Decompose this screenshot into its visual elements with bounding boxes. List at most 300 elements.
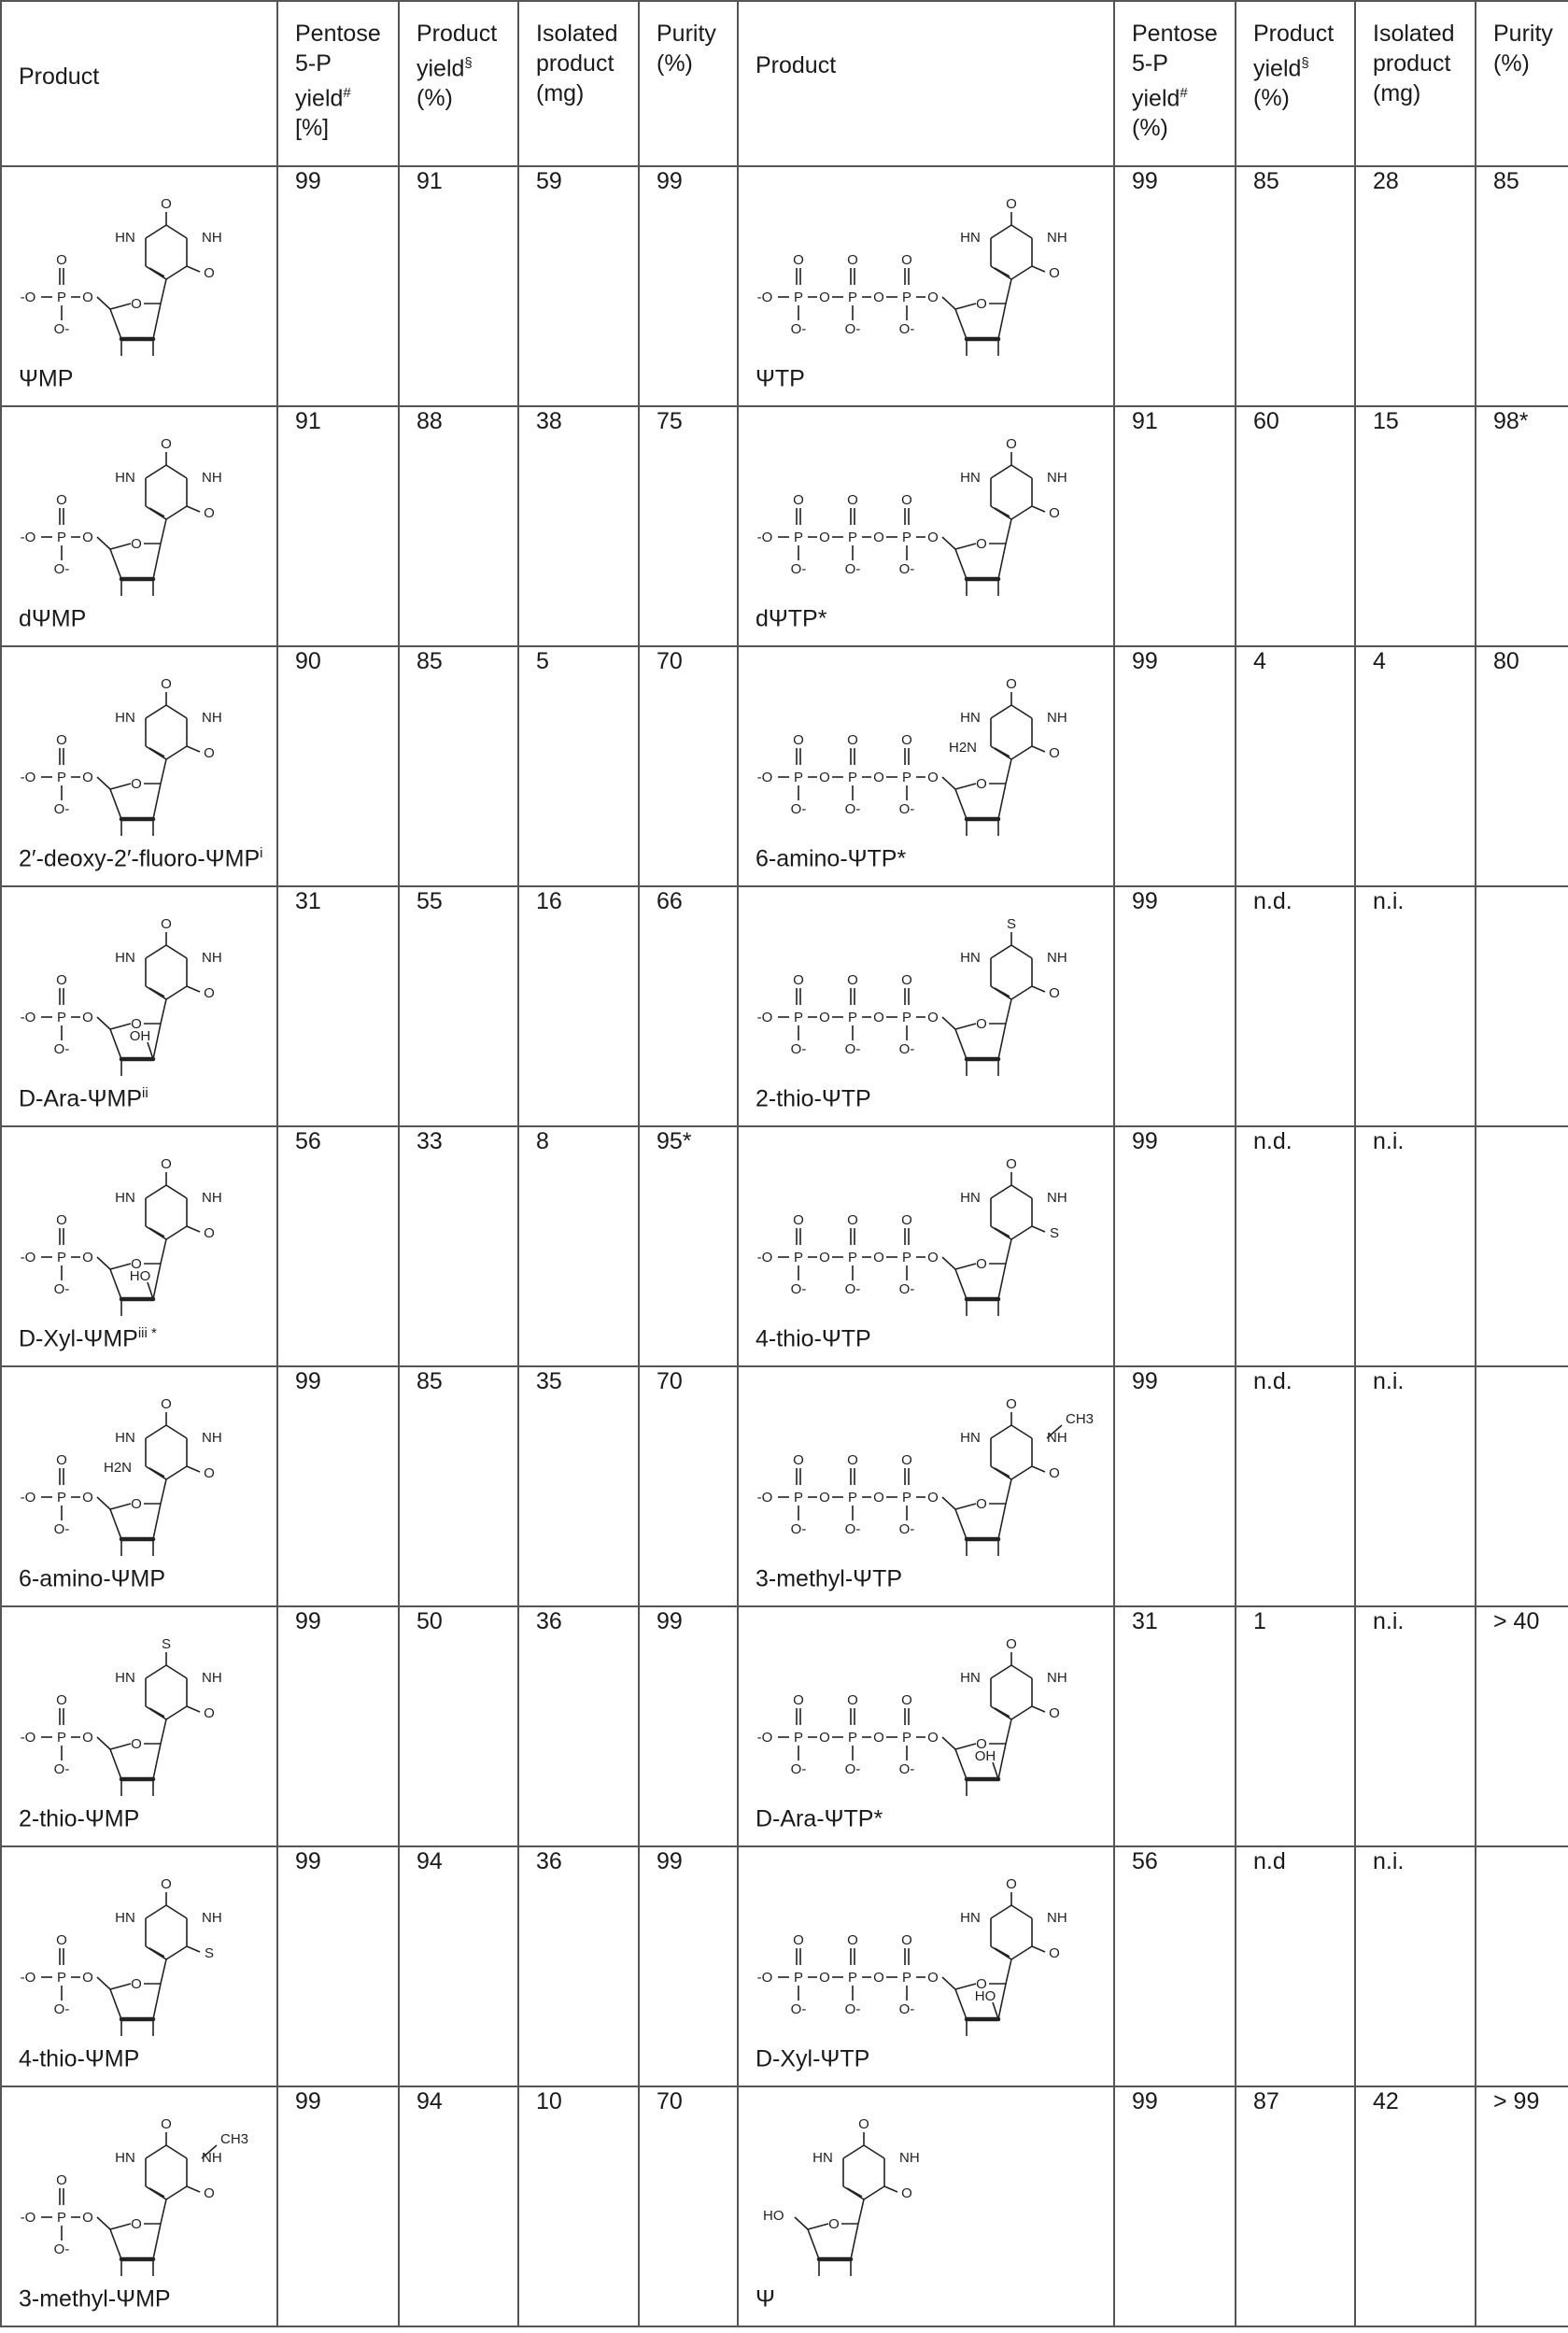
svg-text:O: O xyxy=(131,536,142,552)
svg-text:HN: HN xyxy=(115,230,135,246)
svg-text:-O: -O xyxy=(756,290,773,305)
purity-cell-right: 98* xyxy=(1476,406,1568,646)
purity-cell-right: > 99 xyxy=(1476,2086,1568,2326)
header-isolated-right: Isolated product (mg) xyxy=(1355,1,1476,166)
svg-text:O-: O- xyxy=(898,1521,915,1537)
svg-text:P: P xyxy=(901,1970,912,1986)
svg-text:O: O xyxy=(131,776,142,792)
svg-text:-O: -O xyxy=(20,1010,36,1025)
svg-text:O: O xyxy=(858,2116,869,2132)
header-yield-left: Product yield§ (%) xyxy=(399,1,518,166)
molecule-structure xyxy=(15,660,263,838)
pentose-cell-right: 91 xyxy=(1114,406,1236,646)
yield-cell-left: 85 xyxy=(399,646,518,886)
isolated-cell-right: n.i. xyxy=(1355,1366,1476,1606)
svg-text:O: O xyxy=(793,972,804,988)
svg-text:P: P xyxy=(793,1970,804,1986)
purity-cell-right: > 40 xyxy=(1476,1606,1568,1846)
header-pentose-right: Pentose 5-P yield# (%) xyxy=(1114,1,1236,166)
svg-text:O-: O- xyxy=(844,321,861,337)
svg-text:O-: O- xyxy=(844,1521,861,1537)
structure-cell-right xyxy=(738,646,1114,886)
svg-text:HO: HO xyxy=(974,1988,996,2004)
svg-text:HN: HN xyxy=(115,1190,135,1206)
svg-text:O: O xyxy=(901,732,912,748)
svg-text:O: O xyxy=(82,770,93,785)
svg-text:P: P xyxy=(847,770,858,785)
pentose-cell-right: 99 xyxy=(1114,166,1236,406)
svg-text:O: O xyxy=(1049,1465,1060,1481)
svg-text:O: O xyxy=(847,1452,858,1468)
compound-name: 3-methyl-ΨTP xyxy=(756,1565,903,1591)
isolated-cell-left: 36 xyxy=(518,1606,639,1846)
svg-text:NH: NH xyxy=(899,2150,920,2166)
svg-text:NH: NH xyxy=(1047,1670,1067,1686)
svg-text:O: O xyxy=(819,1730,830,1746)
compound-name: D-Ara-ΨTP* xyxy=(756,1805,883,1831)
svg-text:O: O xyxy=(976,1736,987,1752)
svg-text:P: P xyxy=(847,290,858,305)
svg-text:O: O xyxy=(901,492,912,508)
svg-text:NH: NH xyxy=(1047,470,1067,486)
svg-text:O: O xyxy=(793,252,804,268)
svg-text:O: O xyxy=(793,492,804,508)
yield-cell-left: 94 xyxy=(399,2086,518,2326)
svg-text:HO: HO xyxy=(129,1268,151,1284)
svg-text:O: O xyxy=(56,252,67,268)
svg-text:O: O xyxy=(976,1976,987,1992)
svg-text:P: P xyxy=(56,1010,67,1025)
svg-text:O: O xyxy=(204,1225,215,1241)
structure-cell-right xyxy=(738,1126,1114,1366)
table-row xyxy=(1,1846,1568,2086)
svg-text:O: O xyxy=(927,290,939,305)
svg-text:O: O xyxy=(82,1730,93,1746)
svg-text:O-: O- xyxy=(53,1761,70,1777)
svg-text:HN: HN xyxy=(960,1190,981,1206)
pentose-cell-right: 99 xyxy=(1114,2086,1236,2326)
svg-text:O: O xyxy=(56,492,67,508)
svg-text:NH: NH xyxy=(202,1190,222,1206)
svg-text:NH: NH xyxy=(202,1430,222,1446)
svg-text:-O: -O xyxy=(20,1490,36,1506)
svg-text:O-: O- xyxy=(844,561,861,577)
svg-text:P: P xyxy=(847,1490,858,1506)
compound-name: 6-amino-ΨTP* xyxy=(756,845,907,871)
isolated-cell-left: 35 xyxy=(518,1366,639,1606)
yield-cell-right: n.d. xyxy=(1236,886,1355,1126)
structure-cell-left xyxy=(1,166,277,406)
purity-cell-left: 70 xyxy=(639,2086,738,2326)
table-row xyxy=(1,406,1568,646)
isolated-cell-left: 59 xyxy=(518,166,639,406)
molecule-structure xyxy=(752,1860,1100,2038)
svg-text:O-: O- xyxy=(898,801,915,817)
pentose-cell-right: 99 xyxy=(1114,886,1236,1126)
svg-text:O: O xyxy=(793,1932,804,1948)
svg-text:HN: HN xyxy=(960,470,981,486)
svg-text:O: O xyxy=(1049,1705,1060,1721)
svg-text:O: O xyxy=(161,196,172,212)
table-row xyxy=(1,646,1568,886)
svg-text:P: P xyxy=(56,770,67,785)
svg-text:O: O xyxy=(131,1016,142,1032)
table-row xyxy=(1,886,1568,1126)
svg-text:-O: -O xyxy=(20,1730,36,1746)
purity-cell-right xyxy=(1476,1366,1568,1606)
purity-cell-right xyxy=(1476,1846,1568,2086)
table-row xyxy=(1,2086,1568,2326)
svg-text:P: P xyxy=(847,1730,858,1746)
svg-text:O-: O- xyxy=(790,1521,807,1537)
svg-text:O-: O- xyxy=(844,1761,861,1777)
header-pentose-left: Pentose 5-P yield# [%] xyxy=(277,1,399,166)
svg-text:O-: O- xyxy=(53,1281,70,1297)
svg-text:-O: -O xyxy=(20,290,36,305)
isolated-cell-right: 42 xyxy=(1355,2086,1476,2326)
svg-text:O: O xyxy=(873,770,884,785)
svg-text:O-: O- xyxy=(53,2001,70,2017)
svg-text:O-: O- xyxy=(898,321,915,337)
header-purity-right: Purity (%) xyxy=(1476,1,1568,166)
svg-text:O: O xyxy=(793,1452,804,1468)
svg-text:O: O xyxy=(56,1212,67,1228)
svg-text:P: P xyxy=(901,770,912,785)
yield-cell-right: n.d xyxy=(1236,1846,1355,2086)
svg-text:O-: O- xyxy=(53,801,70,817)
structure-cell-left xyxy=(1,1126,277,1366)
svg-text:O: O xyxy=(1006,1156,1017,1172)
svg-text:O-: O- xyxy=(790,561,807,577)
header-product-left: Product xyxy=(1,1,277,166)
svg-text:O: O xyxy=(204,985,215,1001)
svg-text:O-: O- xyxy=(53,2241,70,2257)
svg-text:P: P xyxy=(901,1730,912,1746)
svg-text:-O: -O xyxy=(756,1490,773,1506)
header-isolated-left: Isolated product (mg) xyxy=(518,1,639,166)
svg-text:HN: HN xyxy=(960,710,981,726)
svg-text:NH: NH xyxy=(202,230,222,246)
pentose-cell-right: 56 xyxy=(1114,1846,1236,2086)
table-row xyxy=(1,1126,1568,1366)
svg-text:-O: -O xyxy=(756,530,773,545)
svg-text:O: O xyxy=(56,732,67,748)
svg-text:O: O xyxy=(976,296,987,312)
pentose-cell-right: 99 xyxy=(1114,646,1236,886)
molecule-structure xyxy=(15,420,263,598)
svg-text:O: O xyxy=(927,770,939,785)
svg-text:O: O xyxy=(828,2216,840,2232)
svg-text:O: O xyxy=(847,1692,858,1708)
isolated-cell-left: 16 xyxy=(518,886,639,1126)
svg-text:O: O xyxy=(1006,1876,1017,1892)
purity-cell-right xyxy=(1476,1126,1568,1366)
compound-name: dΨMP xyxy=(19,605,87,631)
svg-text:P: P xyxy=(793,1010,804,1025)
svg-text:HN: HN xyxy=(115,2150,135,2166)
svg-text:O: O xyxy=(131,1736,142,1752)
svg-text:O: O xyxy=(131,2216,142,2232)
svg-text:P: P xyxy=(793,1490,804,1506)
pentose-cell-right: 31 xyxy=(1114,1606,1236,1846)
molecule-structure xyxy=(15,1140,263,1318)
molecule-structure xyxy=(15,180,263,358)
svg-text:O: O xyxy=(819,1250,830,1265)
svg-text:P: P xyxy=(847,1250,858,1265)
svg-text:O: O xyxy=(927,530,939,545)
svg-text:-O: -O xyxy=(756,1970,773,1986)
svg-text:-O: -O xyxy=(20,2210,36,2226)
svg-text:NH: NH xyxy=(202,2150,222,2166)
purity-cell-left: 99 xyxy=(639,1606,738,1846)
structure-cell-right xyxy=(738,2086,1114,2326)
svg-text:P: P xyxy=(793,1730,804,1746)
svg-text:O: O xyxy=(927,1490,939,1506)
isolated-cell-left: 36 xyxy=(518,1846,639,2086)
svg-text:-O: -O xyxy=(756,1010,773,1025)
svg-text:NH: NH xyxy=(202,1670,222,1686)
compound-name: dΨTP* xyxy=(756,605,827,631)
svg-text:HN: HN xyxy=(960,1670,981,1686)
molecule-structure xyxy=(752,180,1100,358)
header-purity-left: Purity (%) xyxy=(639,1,738,166)
svg-text:-O: -O xyxy=(756,1250,773,1265)
svg-text:NH: NH xyxy=(202,1910,222,1926)
header-yield-right: Product yield§ (%) xyxy=(1236,1,1355,166)
svg-text:O: O xyxy=(847,1212,858,1228)
svg-text:O: O xyxy=(131,1976,142,1992)
pentose-cell-left: 90 xyxy=(277,646,399,886)
svg-text:O: O xyxy=(56,972,67,988)
molecule-structure xyxy=(752,1140,1100,1318)
svg-text:HN: HN xyxy=(960,1910,981,1926)
molecule-structure xyxy=(15,1860,263,2038)
svg-text:P: P xyxy=(56,2210,67,2226)
svg-text:P: P xyxy=(793,290,804,305)
svg-text:P: P xyxy=(901,530,912,545)
svg-text:O: O xyxy=(56,1452,67,1468)
svg-text:O: O xyxy=(131,1496,142,1512)
table-row xyxy=(1,1606,1568,1846)
isolated-cell-left: 38 xyxy=(518,406,639,646)
svg-text:O: O xyxy=(873,1730,884,1746)
svg-text:O: O xyxy=(927,1250,939,1265)
structure-cell-right xyxy=(738,1366,1114,1606)
isolated-cell-left: 5 xyxy=(518,646,639,886)
svg-text:O: O xyxy=(847,252,858,268)
svg-text:O: O xyxy=(793,1212,804,1228)
svg-text:O: O xyxy=(901,1932,912,1948)
svg-text:O-: O- xyxy=(898,1041,915,1057)
structure-cell-left xyxy=(1,1846,277,2086)
svg-text:P: P xyxy=(793,770,804,785)
svg-text:S: S xyxy=(1049,1225,1060,1241)
pentose-cell-left: 99 xyxy=(277,2086,399,2326)
svg-text:O: O xyxy=(901,1452,912,1468)
purity-cell-left: 99 xyxy=(639,166,738,406)
svg-text:O-: O- xyxy=(53,561,70,577)
svg-text:O: O xyxy=(82,290,93,305)
svg-text:O: O xyxy=(901,2185,912,2201)
svg-text:HN: HN xyxy=(960,1430,981,1446)
structure-cell-right xyxy=(738,886,1114,1126)
yield-cell-left: 91 xyxy=(399,166,518,406)
isolated-cell-right: n.i. xyxy=(1355,886,1476,1126)
yield-cell-left: 94 xyxy=(399,1846,518,2086)
svg-text:O: O xyxy=(1006,676,1017,692)
svg-text:O: O xyxy=(1049,265,1060,281)
structure-cell-right xyxy=(738,166,1114,406)
isolated-cell-right: 15 xyxy=(1355,406,1476,646)
svg-text:HN: HN xyxy=(115,1910,135,1926)
svg-text:O: O xyxy=(793,732,804,748)
compound-name: 3-methyl-ΨMP xyxy=(19,2285,171,2312)
svg-text:O: O xyxy=(161,1876,172,1892)
svg-text:O: O xyxy=(131,296,142,312)
svg-text:O: O xyxy=(1049,745,1060,761)
svg-text:P: P xyxy=(901,1010,912,1025)
isolated-cell-right: n.i. xyxy=(1355,1126,1476,1366)
svg-text:O: O xyxy=(1006,436,1017,452)
molecule-structure xyxy=(15,1620,263,1798)
svg-text:O: O xyxy=(56,1932,67,1948)
svg-text:O: O xyxy=(204,2185,215,2201)
svg-text:O: O xyxy=(82,1970,93,1986)
svg-text:O: O xyxy=(847,972,858,988)
svg-text:P: P xyxy=(901,290,912,305)
svg-text:HO: HO xyxy=(763,2208,784,2224)
svg-text:O: O xyxy=(204,745,215,761)
molecule-structure xyxy=(752,2100,1100,2278)
svg-text:P: P xyxy=(793,530,804,545)
svg-text:-O: -O xyxy=(20,1250,36,1265)
purity-cell-left: 70 xyxy=(639,646,738,886)
svg-text:CH3: CH3 xyxy=(220,2131,249,2147)
svg-text:P: P xyxy=(56,1490,67,1506)
svg-text:O: O xyxy=(82,2210,93,2226)
svg-text:O: O xyxy=(976,1016,987,1032)
svg-text:O-: O- xyxy=(844,801,861,817)
svg-text:O: O xyxy=(819,1010,830,1025)
pentose-cell-left: 99 xyxy=(277,1846,399,2086)
pentose-cell-left: 99 xyxy=(277,166,399,406)
compound-name: D-Xyl-ΨTP xyxy=(756,2045,870,2071)
svg-text:P: P xyxy=(56,530,67,545)
yield-cell-left: 88 xyxy=(399,406,518,646)
svg-text:O: O xyxy=(976,1256,987,1272)
svg-text:-O: -O xyxy=(756,1730,773,1746)
svg-text:NH: NH xyxy=(1047,950,1067,966)
svg-text:O: O xyxy=(82,1250,93,1265)
compound-name: ΨMP xyxy=(19,365,74,391)
svg-text:O: O xyxy=(1006,1636,1017,1652)
isolated-cell-left: 8 xyxy=(518,1126,639,1366)
svg-text:NH: NH xyxy=(1047,710,1067,726)
yield-cell-left: 33 xyxy=(399,1126,518,1366)
compound-name: D-Ara-ΨMP$^{ii}$ xyxy=(19,1084,148,1111)
svg-text:O-: O- xyxy=(53,1041,70,1057)
purity-cell-right: 85 xyxy=(1476,166,1568,406)
svg-text:O: O xyxy=(819,1970,830,1986)
svg-text:O: O xyxy=(873,290,884,305)
svg-text:O: O xyxy=(976,776,987,792)
molecule-structure xyxy=(15,2100,263,2278)
compound-name: Ψ xyxy=(756,2285,775,2312)
svg-text:O-: O- xyxy=(844,1281,861,1297)
structure-cell-left xyxy=(1,646,277,886)
svg-text:HN: HN xyxy=(115,470,135,486)
structure-cell-right xyxy=(738,406,1114,646)
svg-text:O: O xyxy=(873,1970,884,1986)
svg-text:HN: HN xyxy=(115,1670,135,1686)
pentose-cell-left: 31 xyxy=(277,886,399,1126)
svg-text:O: O xyxy=(82,1010,93,1025)
pentose-cell-left: 99 xyxy=(277,1366,399,1606)
svg-text:O: O xyxy=(1006,1396,1017,1412)
molecule-structure xyxy=(752,900,1100,1078)
header-row xyxy=(1,1,1568,166)
svg-text:O: O xyxy=(82,530,93,545)
svg-text:O: O xyxy=(901,972,912,988)
yield-cell-left: 55 xyxy=(399,886,518,1126)
pentose-cell-left: 91 xyxy=(277,406,399,646)
isolated-cell-right: n.i. xyxy=(1355,1846,1476,2086)
svg-text:O: O xyxy=(927,1010,939,1025)
svg-text:NH: NH xyxy=(1047,1430,1067,1446)
svg-text:O: O xyxy=(819,290,830,305)
svg-text:H2N: H2N xyxy=(948,740,978,756)
pentose-cell-right: 99 xyxy=(1114,1126,1236,1366)
svg-text:O: O xyxy=(847,492,858,508)
svg-text:O-: O- xyxy=(898,1761,915,1777)
pentose-cell-left: 99 xyxy=(277,1606,399,1846)
purity-cell-left: 66 xyxy=(639,886,738,1126)
svg-text:P: P xyxy=(56,290,67,305)
molecule-structure xyxy=(752,1380,1100,1558)
svg-text:O-: O- xyxy=(53,1521,70,1537)
svg-text:O: O xyxy=(204,1705,215,1721)
structure-cell-right xyxy=(738,1606,1114,1846)
svg-text:O: O xyxy=(873,1010,884,1025)
svg-text:O-: O- xyxy=(53,321,70,337)
svg-text:-O: -O xyxy=(20,1970,36,1986)
svg-text:O: O xyxy=(927,1730,939,1746)
svg-text:CH3: CH3 xyxy=(1066,1411,1095,1427)
svg-text:OH: OH xyxy=(129,1028,151,1044)
structure-cell-left xyxy=(1,406,277,646)
svg-text:O: O xyxy=(1049,505,1060,521)
structure-cell-left xyxy=(1,1366,277,1606)
isolated-cell-right: 4 xyxy=(1355,646,1476,886)
svg-text:O-: O- xyxy=(844,2001,861,2017)
svg-text:O: O xyxy=(161,436,172,452)
svg-text:O: O xyxy=(976,536,987,552)
svg-text:O: O xyxy=(161,2116,172,2132)
svg-text:O: O xyxy=(873,1490,884,1506)
structure-cell-right xyxy=(738,1846,1114,2086)
yield-cell-right: n.d. xyxy=(1236,1126,1355,1366)
svg-text:O: O xyxy=(161,1156,172,1172)
svg-text:O: O xyxy=(873,530,884,545)
svg-text:NH: NH xyxy=(1047,1190,1067,1206)
purity-cell-left: 75 xyxy=(639,406,738,646)
svg-text:-O: -O xyxy=(20,770,36,785)
svg-text:O: O xyxy=(901,1692,912,1708)
molecule-structure xyxy=(15,1380,263,1558)
svg-text:P: P xyxy=(56,1970,67,1986)
svg-text:P: P xyxy=(847,1010,858,1025)
yield-cell-right: 1 xyxy=(1236,1606,1355,1846)
